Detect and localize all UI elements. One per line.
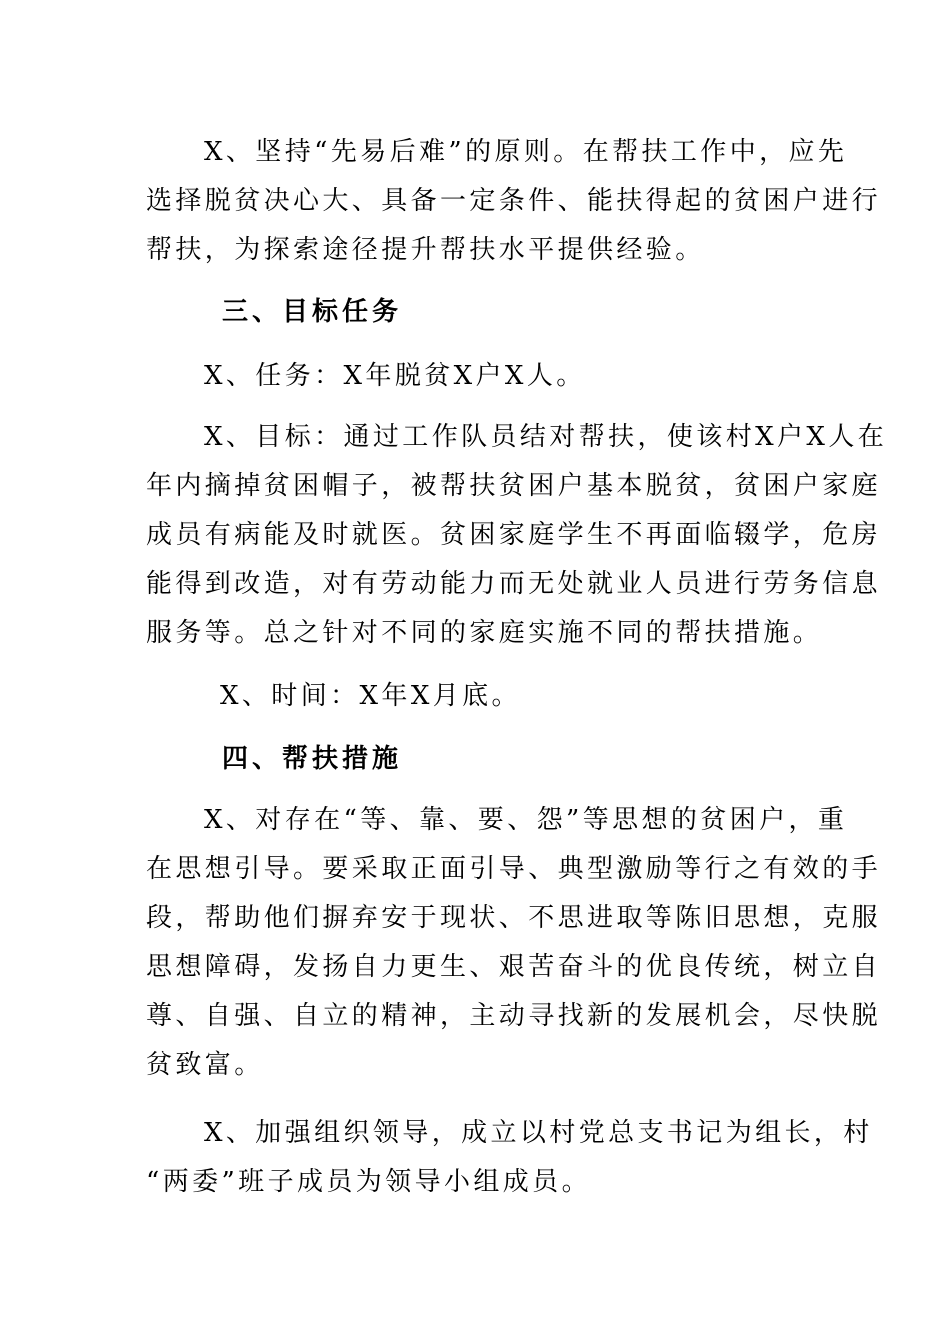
section-heading: 三、目标任务 (222, 297, 403, 327)
paragraph-line: “两委”班子成员为领导小组成员。 (146, 1167, 591, 1197)
section-heading: 四、帮扶措施 (222, 744, 403, 774)
paragraph-line: X、任务：X年脱贫X户X人。 (204, 361, 586, 391)
paragraph-line: X、目标：通过工作队员结对帮扶，使该村X户X人在 (204, 422, 888, 452)
paragraph-line: 段，帮助他们摒弃安于现状、不思进取等陈旧思想，克服 (146, 903, 882, 933)
paragraph-line: 帮扶，为探索途径提升帮扶水平提供经验。 (146, 235, 705, 265)
paragraph-line: X、时间：X年X月底。 (220, 681, 521, 711)
paragraph-line: 思想障碍，发扬自力更生、艰苦奋斗的优良传统，树立自 (146, 952, 882, 982)
paragraph-line: X、坚持“先易后难”的原则。在帮扶工作中，应先 (204, 137, 848, 167)
paragraph-line: 年内摘掉贫困帽子，被帮扶贫困户基本脱贫，贫困户家庭 (146, 471, 882, 501)
paragraph-line: 选择脱贫决心大、具备一定条件、能扶得起的贫困户进行 (146, 186, 882, 216)
paragraph-line: 尊、自强、自立的精神，主动寻找新的发展机会，尽快脱 (146, 1001, 882, 1031)
paragraph-line: 服务等。总之针对不同的家庭实施不同的帮扶措施。 (146, 618, 823, 648)
paragraph-line: 在思想引导。要采取正面引导、典型激励等行之有效的手 (146, 854, 882, 884)
paragraph-line: X、对存在“等、靠、要、怨”等思想的贫困户，重 (204, 805, 848, 835)
paragraph-line: X、加强组织领导，成立以村党总支书记为组长，村 (204, 1118, 873, 1148)
paragraph-line: 贫致富。 (146, 1050, 264, 1080)
paragraph-line: 能得到改造，对有劳动能力而无处就业人员进行劳务信息 (146, 569, 882, 599)
paragraph-line: 成员有病能及时就医。贫困家庭学生不再面临辍学，危房 (146, 520, 882, 550)
